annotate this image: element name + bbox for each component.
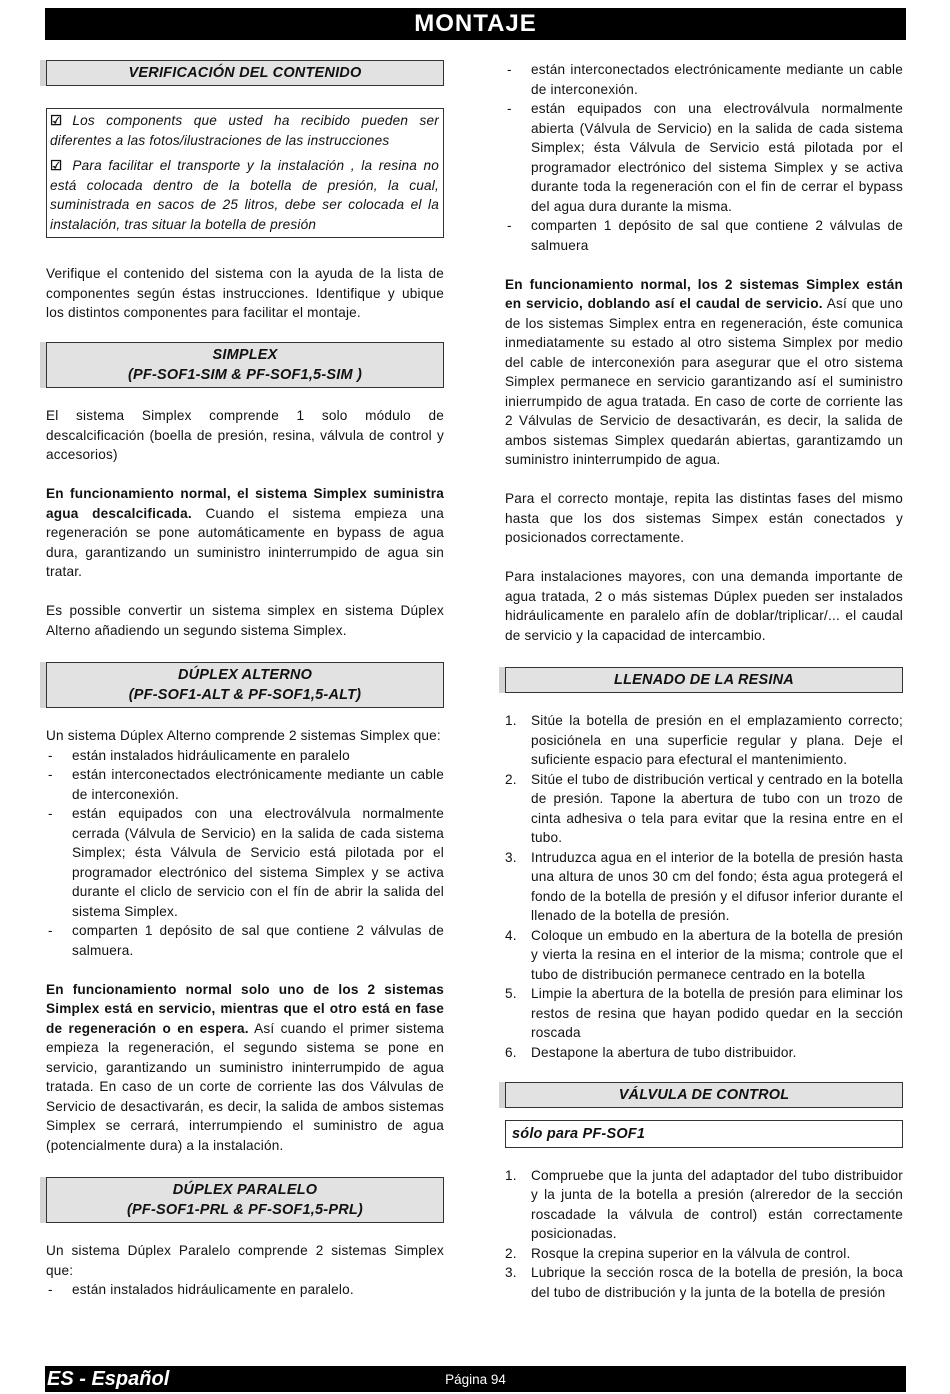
list-item xyxy=(505,1263,903,1302)
step-number: 2. xyxy=(505,771,517,787)
list-item xyxy=(505,848,903,926)
numbered-list xyxy=(505,1166,903,1303)
subsection-title: sólo para PF-SOF1 xyxy=(505,1120,903,1148)
paragraph xyxy=(46,980,444,1156)
list-item xyxy=(505,770,903,848)
list-item xyxy=(505,1043,903,1063)
note-text: Los components que usted ha recibido pueden ser diferentes a las fotos/ilustraciones de las instrucciones xyxy=(50,113,439,148)
section-title-valvula-control: VÁLVULA DE CONTROL xyxy=(505,1082,903,1108)
step-text: Sitúe el tubo de distribución vertical y centrado en la botella de presión. Tapone la abertura de tubo con un trozo de cinta adhesiva o tela para evitar que la resina entre en el tubo. xyxy=(531,771,903,845)
paragraph: Un sistema Dúplex Paralelo comprende 2 sistemas Simplex que: xyxy=(46,1243,444,1278)
step-text: Coloque un embudo en la abertura de la botella de presión y vierta la resina en el interior de la misma; controle que el tubo de distribución permanece centrado en la botella xyxy=(531,927,903,982)
step-number: 1. xyxy=(505,1167,517,1183)
step-text: Compruebe que la junta del adaptador del tubo distribuidor y la junta de la botella a presión (alreredor de la sección roscadade la válvula de control) están correctamente posicionadas. xyxy=(531,1167,903,1241)
section-title-duplex-alterno xyxy=(46,662,444,708)
step-number: 4. xyxy=(505,927,517,943)
checkbox-icon: ☑ xyxy=(50,158,63,173)
title-line: DÚPLEX PARALELO xyxy=(172,1182,318,1198)
paragraph: Para instalaciones mayores, con una demanda importante de agua tratada, 2 o más sistemas Dúplex pueden ser instalados hidráulicamente en paralelo afín de doblar/triplicar/... el caudal de servicio y la capacidad de intercambio. xyxy=(505,569,903,643)
paragraph: Para el correcto montaje, repita las distintas fases del mismo hasta que los dos sistemas Simpex están conectados y posicionados correctamente. xyxy=(505,491,903,545)
list-item xyxy=(505,926,903,985)
section-title-verificacion: VERIFICACIÓN DEL CONTENIDO xyxy=(46,60,444,86)
dash-list xyxy=(46,746,444,961)
paragraph: Es possible convertir un sistema simplex en sistema Dúplex Alterno añadiendo un segundo sistema Simplex. xyxy=(46,603,444,638)
list-item: - están equipados con una electroválvula normalmente cerrada (Válvula de Servicio) en la salida de cada sistema Simplex; ésta Válvula de Servicio está pilotada por el programador electrónico del sistema Simplex y se activa durante el cliclo de servicio con el fín de abrir la salida del sistema Simplex. xyxy=(46,804,444,921)
text: Así cuando el primer sistema empieza la regeneración, el segundo sistema se pone en servicio, garantizando un suministro ininterrumpido de agua tratada. En caso de un corte de corriente las dos Válvulas de Servicio de desactivarán, es decir, la salida de ambos sistemas Simplex se cerrará, interrumpiendo el suministro de agua (potencialmente dura) a la instalación. xyxy=(46,1020,444,1153)
paragraph: Verifique el contenido del sistema con la ayuda de la lista de componentes según éstas instrucciones. Identifique y ubique los distintos componentes para facilitar el montaje. xyxy=(46,266,444,320)
step-text: Sitúe la botella de presión en el emplazamiento correcto; posiciónela en una superficie regular y plana. Deje el suficiente espacio para efectural el mantenimiento. xyxy=(531,713,903,767)
step-number: 1. xyxy=(505,713,517,728)
step-number: 2. xyxy=(505,1245,517,1261)
left-column xyxy=(46,60,444,1319)
section-title-duplex-paralelo xyxy=(46,1177,444,1223)
title-line: DÚPLEX ALTERNO xyxy=(177,667,313,683)
right-column xyxy=(505,60,903,1322)
text: Cuando el sistema empieza una regeneración se pone automáticamente en bypass de agua dura, garantizando un suministro ininterrumpido de agua sin tratar. xyxy=(46,505,444,579)
list-item: - están interconectados electrónicamente mediante un cable de interconexión. xyxy=(505,60,903,99)
paragraph: Un sistema Dúplex Alterno comprende 2 sistemas Simplex que: xyxy=(46,728,441,743)
step-number: 3. xyxy=(505,1265,517,1280)
note-item xyxy=(50,111,439,150)
list-item xyxy=(505,1244,903,1264)
step-text: Lubrique la sección rosca de la botella de presión, la boca del tubo de distribución y la junta de la botella de presión xyxy=(531,1265,903,1300)
text: Así que uno de los sistemas Simplex entra en regeneración, éste comunica inmediatamente su estado al otro sistema Simplex por medio del cable de interconexión para asegurar que el otro sistema Simplex permanece en servicio garantizando así el suministro inierrumpido de agua tratada. En caso de corte de corriente las 2 Válvulas de Servicio de desactivarán, es decir, la salida de ambos sistemas Simplex quedarán abiertas, garantizamdo un suministro ininterrumpido de agua. xyxy=(505,296,903,467)
step-number: 5. xyxy=(505,986,517,1001)
step-text: Destapone la abertura de tubo distribuidor. xyxy=(531,1044,797,1060)
dash-list xyxy=(46,1280,444,1300)
list-item: - están instalados hidráulicamente en paralelo. xyxy=(46,1280,444,1300)
list-item: - están instalados hidráulicamente en paralelo xyxy=(46,746,444,766)
title-line: (PF-SOF1-PRL & PF-SOF1,5-PRL) xyxy=(127,1202,363,1218)
step-text: Intruduzca agua en el interior de la botella de presión hasta una altura de unos 30 cm del fondo; ésta agua protegerá el fondo de la botella de presión y el difusor inferior durante el llenado de la botella de presión. xyxy=(531,849,903,923)
page-number: Página 94 xyxy=(445,1372,506,1387)
note-item xyxy=(50,156,439,234)
title-line: (PF-SOF1-SIM & PF-SOF1,5-SIM ) xyxy=(128,367,362,383)
list-item: - comparten 1 depósito de sal que contiene 2 válvulas de salmuera xyxy=(505,216,903,255)
bold-text: En funcionamiento normal, el sistema Simplex suministra agua descalcificada. xyxy=(46,486,444,521)
language-label: ES - Español xyxy=(47,1368,170,1390)
section-title-simplex xyxy=(46,342,444,388)
checkbox-icon: ☑ xyxy=(50,113,63,128)
list-item: - están interconectados electrónicamente mediante un cable de interconexión. xyxy=(46,765,444,804)
list-item xyxy=(505,711,903,770)
list-item xyxy=(505,984,903,1043)
title-line: SIMPLEX xyxy=(212,347,278,363)
footer-bar xyxy=(45,1366,906,1392)
page-title: MONTAJE xyxy=(45,8,906,40)
dash-list xyxy=(505,60,903,255)
step-number: 6. xyxy=(505,1044,517,1060)
step-text: Limpie la abertura de la botella de presión para eliminar los restos de resina que hayan podido quedar en la sección roscada xyxy=(531,986,903,1040)
list-item: - están equipados con una electroválvula normalmente abierta (Válvula de Servicio) en la salida de cada sistema Simplex; ésta Válvula de Servicio está pilotada por el programador electrónico del sistema Simplex y se activa durante toda la regeneración con el fin de cerrar el bypass del agua dura durante la misma. xyxy=(505,99,903,216)
section-title-llenado-resina: LLENADO DE LA RESINA xyxy=(505,667,903,693)
paragraph xyxy=(46,484,444,582)
note-text: Para facilitar el transporte y la instalación , la resina no está colocada dentro de la botella de presión, la cual, suministrada en sacos de 25 litros, debe ser colocada el la instalación, tras situar la botella de presión xyxy=(50,158,439,232)
paragraph xyxy=(505,275,903,470)
numbered-list xyxy=(505,711,903,1062)
bold-text: En funcionamiento normal solo uno de los 2 sistemas Simplex está en servicio, mientras que el otro está en fase de regeneración o en espera. xyxy=(46,981,444,1036)
note-box xyxy=(46,108,444,238)
bold-text: En funcionamiento normal, los 2 sistemas Simplex están en servicio, doblando así el caudal de servicio. xyxy=(505,276,903,311)
paragraph: El sistema Simplex comprende 1 solo módulo de descalcificación (boella de presión, resina, válvula de control y accesorios) xyxy=(46,408,444,462)
list-item xyxy=(505,1166,903,1244)
step-text: Rosque la crepina superior en la válvula de control. xyxy=(531,1245,851,1261)
step-number: 3. xyxy=(505,849,517,865)
list-item: - comparten 1 depósito de sal que contiene 2 válvulas de salmuera. xyxy=(46,921,444,960)
title-line: (PF-SOF1-ALT & PF-SOF1,5-ALT) xyxy=(128,687,362,703)
